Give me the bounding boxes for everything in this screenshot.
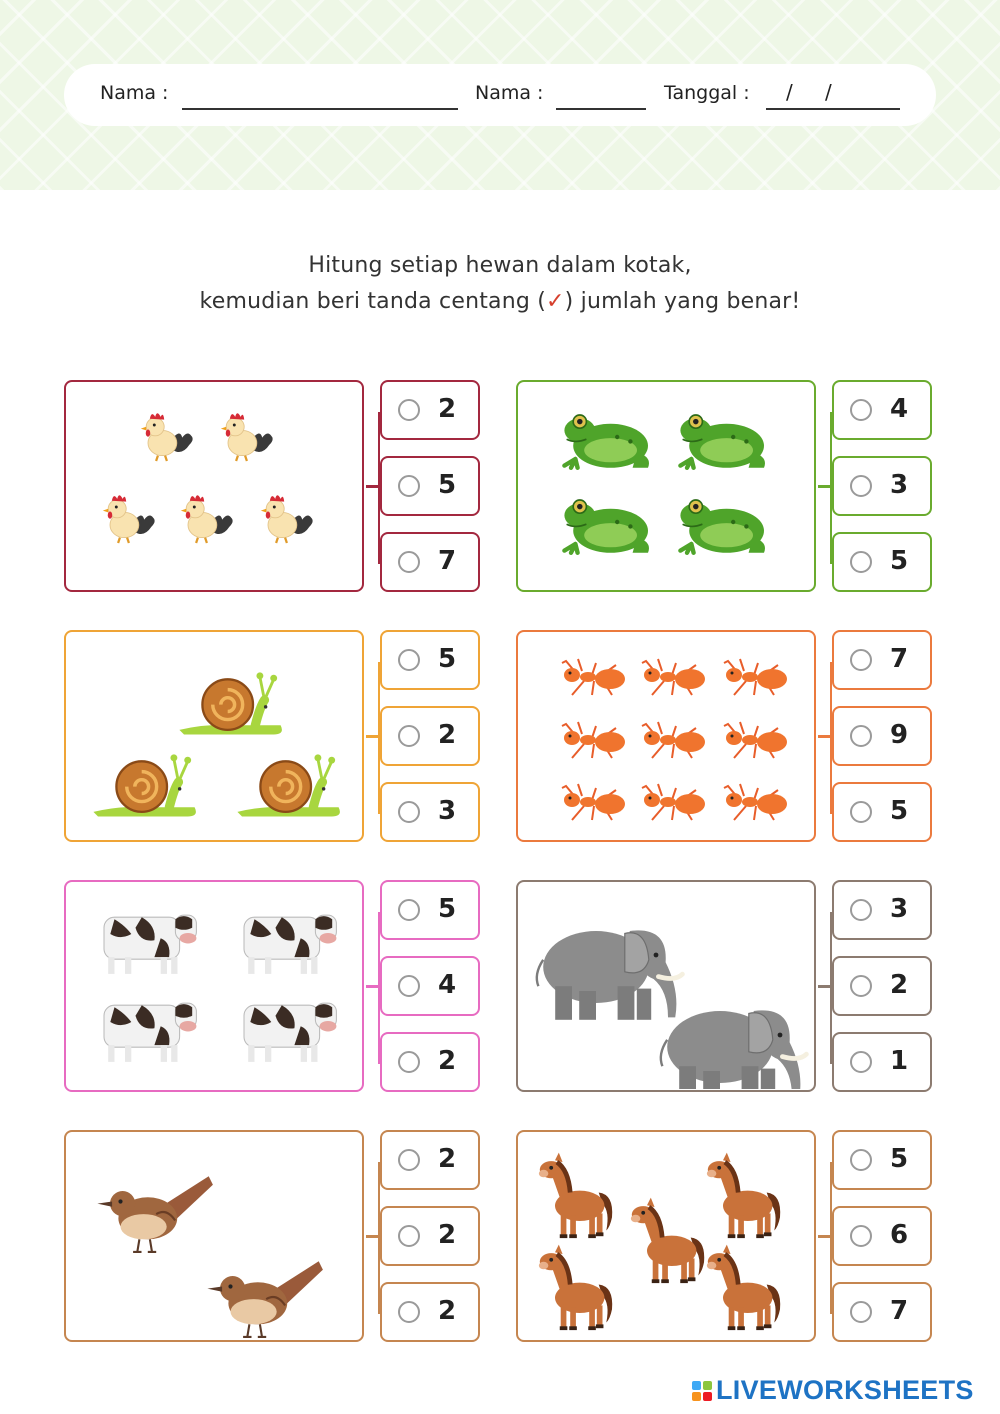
answer-option[interactable] (380, 1130, 480, 1190)
answer-number: 5 (438, 894, 457, 924)
answer-option[interactable] (380, 1032, 480, 1092)
answer-number: 3 (890, 894, 909, 924)
frog-icon (680, 500, 765, 553)
answer-radio[interactable] (398, 399, 420, 421)
question-image-box (516, 630, 816, 842)
answer-option[interactable] (380, 880, 480, 940)
answer-option[interactable] (380, 456, 480, 516)
answer-number: 2 (438, 1296, 457, 1326)
answer-radio[interactable] (398, 725, 420, 747)
answer-radio[interactable] (398, 899, 420, 921)
answer-option[interactable] (380, 956, 480, 1016)
answer-number: 2 (438, 1046, 457, 1076)
bird-icon (97, 1176, 212, 1252)
answer-option[interactable] (832, 380, 932, 440)
ant-group (518, 632, 813, 839)
connector-stub (366, 485, 378, 488)
date-label: Tanggal : (664, 82, 750, 104)
snail-icon (179, 672, 282, 734)
answer-number: 9 (890, 720, 909, 750)
answer-number: 5 (438, 470, 457, 500)
answer-radio[interactable] (398, 649, 420, 671)
answer-option[interactable] (832, 880, 932, 940)
bird-icon (207, 1261, 322, 1337)
answer-option[interactable] (832, 456, 932, 516)
answer-number: 3 (890, 470, 909, 500)
answer-option[interactable] (832, 956, 932, 1016)
connector-stub (366, 1235, 378, 1238)
answer-radio[interactable] (398, 1301, 420, 1323)
connector-stub (818, 1235, 830, 1238)
answer-number: 7 (890, 1296, 909, 1326)
answer-option[interactable] (832, 630, 932, 690)
answer-option[interactable] (832, 706, 932, 766)
answer-number: 3 (438, 796, 457, 826)
frog-group (518, 382, 813, 589)
horse-icon (631, 1198, 704, 1284)
answer-radio[interactable] (850, 551, 872, 573)
question-image-box (64, 1130, 364, 1342)
chicken-group (66, 382, 361, 589)
connector-stub (818, 485, 830, 488)
answer-radio[interactable] (850, 975, 872, 997)
question-image-box (516, 880, 816, 1092)
answer-radio[interactable] (398, 475, 420, 497)
answer-option[interactable] (380, 1206, 480, 1266)
chicken-icon (141, 413, 193, 461)
instruction-line-1: Hitung setiap hewan dalam kotak, (308, 253, 692, 278)
answer-number: 4 (890, 394, 909, 424)
answer-radio[interactable] (850, 899, 872, 921)
answer-radio[interactable] (850, 1225, 872, 1247)
answer-number: 2 (438, 1144, 457, 1174)
answer-number: 5 (890, 1144, 909, 1174)
date-separator-1: / (786, 80, 793, 104)
question-image-box (64, 880, 364, 1092)
chicken-icon (181, 495, 233, 543)
name-bar (64, 64, 936, 126)
answer-option[interactable] (380, 706, 480, 766)
cow-icon (244, 1003, 336, 1062)
answer-number: 1 (890, 1046, 909, 1076)
cow-group (66, 882, 361, 1089)
answer-option[interactable] (832, 1206, 932, 1266)
answer-number: 6 (890, 1220, 909, 1250)
answer-option[interactable] (832, 1282, 932, 1342)
answer-option[interactable] (832, 532, 932, 592)
answer-radio[interactable] (850, 475, 872, 497)
question-image-box (516, 380, 816, 592)
cow-icon (104, 915, 196, 974)
answer-number: 7 (438, 546, 457, 576)
answer-radio[interactable] (398, 1051, 420, 1073)
horse-icon (539, 1153, 612, 1239)
answer-number: 4 (438, 970, 457, 1000)
frog-icon (564, 415, 649, 468)
brand-text: LIVEWORKSHEETS (716, 1375, 974, 1405)
answer-radio[interactable] (398, 975, 420, 997)
ant-icon (562, 784, 625, 820)
answer-radio[interactable] (398, 1225, 420, 1247)
answer-number: 2 (438, 720, 457, 750)
answer-radio[interactable] (850, 1149, 872, 1171)
answer-radio[interactable] (850, 1301, 872, 1323)
cow-icon (244, 915, 336, 974)
elephant-group (518, 882, 813, 1089)
horse-icon (707, 1245, 780, 1331)
snail-icon (93, 754, 196, 816)
question-image-box (64, 630, 364, 842)
name-label-1: Nama : (100, 82, 169, 104)
chicken-icon (221, 413, 273, 461)
horse-icon (707, 1153, 780, 1239)
name-input-2[interactable] (556, 108, 646, 110)
answer-number: 2 (438, 1220, 457, 1250)
elephant-icon (661, 1010, 807, 1089)
answer-option[interactable] (380, 380, 480, 440)
liveworksheets-logo (692, 1375, 974, 1406)
answer-radio[interactable] (850, 399, 872, 421)
name-input-1[interactable] (182, 108, 458, 110)
check-mark-icon: ✓ (546, 289, 565, 314)
frog-icon (564, 500, 649, 553)
connector-stub (366, 985, 378, 988)
date-separator-2: / (825, 80, 832, 104)
horse-group (518, 1132, 813, 1339)
instruction-line-2 (0, 289, 1000, 314)
answer-option[interactable] (380, 630, 480, 690)
ant-icon (642, 659, 705, 695)
ant-icon (562, 722, 625, 758)
frog-icon (680, 415, 765, 468)
connector-stub (366, 735, 378, 738)
answer-radio[interactable] (850, 649, 872, 671)
answer-option[interactable] (832, 782, 932, 842)
answer-option[interactable] (380, 1282, 480, 1342)
answer-option[interactable] (380, 532, 480, 592)
instruction-text-b: ) jumlah yang benar! (564, 289, 801, 314)
answer-radio[interactable] (850, 801, 872, 823)
bird-group (66, 1132, 361, 1339)
ant-icon (642, 722, 705, 758)
brand-icon (692, 1381, 712, 1401)
ant-icon (724, 659, 787, 695)
answer-radio[interactable] (850, 1051, 872, 1073)
name-label-2: Nama : (475, 82, 544, 104)
chicken-icon (261, 495, 313, 543)
answer-number: 7 (890, 644, 909, 674)
answer-radio[interactable] (398, 1149, 420, 1171)
ant-icon (724, 784, 787, 820)
answer-number: 5 (890, 546, 909, 576)
answer-option[interactable] (380, 782, 480, 842)
elephant-icon (537, 930, 683, 1019)
answer-radio[interactable] (398, 551, 420, 573)
ant-icon (642, 784, 705, 820)
snail-group (66, 632, 361, 839)
answer-radio[interactable] (850, 725, 872, 747)
answer-number: 2 (438, 394, 457, 424)
connector-stub (818, 985, 830, 988)
snail-icon (237, 754, 340, 816)
date-input[interactable] (766, 108, 900, 110)
cow-icon (104, 1003, 196, 1062)
ant-icon (562, 659, 625, 695)
question-image-box (64, 380, 364, 592)
answer-number: 5 (438, 644, 457, 674)
answer-radio[interactable] (398, 801, 420, 823)
instruction-text-a: kemudian beri tanda centang ( (199, 289, 547, 314)
horse-icon (539, 1245, 612, 1331)
answer-option[interactable] (832, 1130, 932, 1190)
answer-number: 2 (890, 970, 909, 1000)
answer-option[interactable] (832, 1032, 932, 1092)
ant-icon (724, 722, 787, 758)
question-image-box (516, 1130, 816, 1342)
connector-stub (818, 735, 830, 738)
answer-number: 5 (890, 796, 909, 826)
chicken-icon (103, 495, 155, 543)
